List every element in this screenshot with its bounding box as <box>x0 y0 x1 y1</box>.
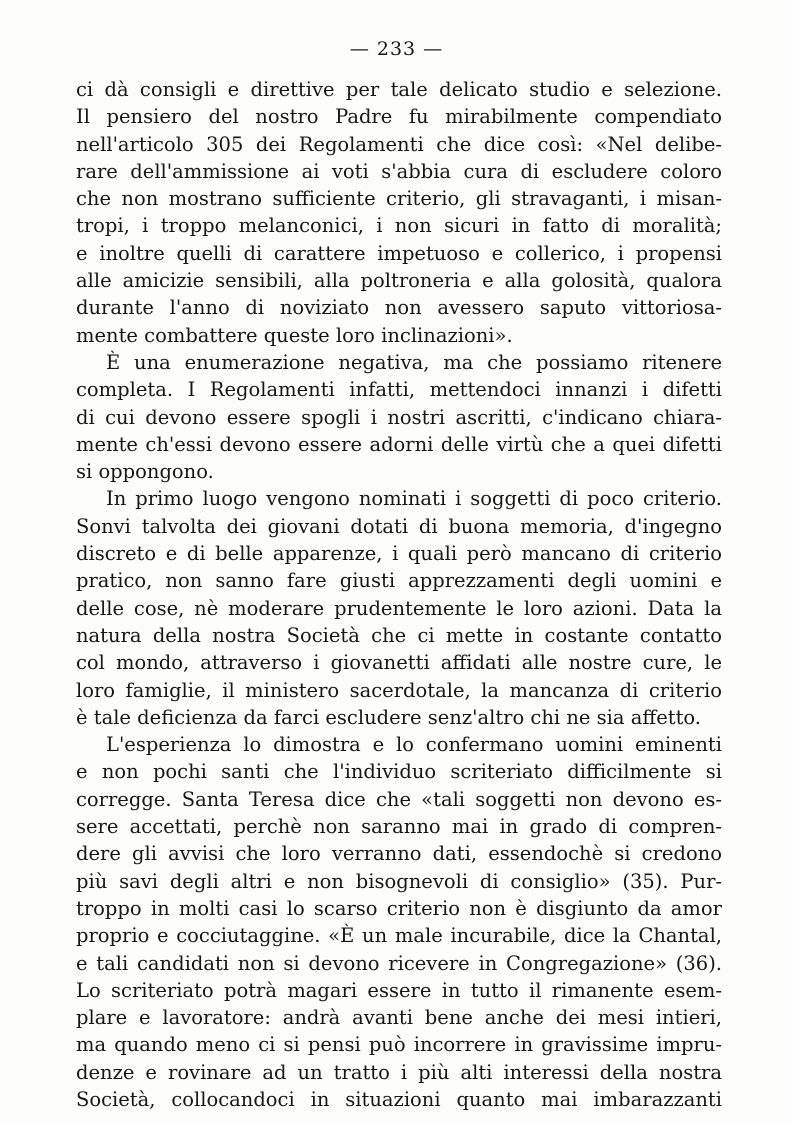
text-line: denze e rovinare ad un tratto i più alti interessi della nostra <box>76 1060 722 1084</box>
text-line: sere accettati, perchè non saranno mai in grado di compren- <box>76 815 722 839</box>
text-line: che non mostrano sufficiente criterio, gli stravaganti, i misan- <box>76 187 722 211</box>
page-number: — 233 — <box>349 38 444 60</box>
text-line: Lo scriteriato potrà magari essere in tutto il rimanente esem- <box>76 978 722 1002</box>
text-line: ma quando meno ci si pensi può incorrere in gravissime impru- <box>76 1033 722 1057</box>
text-line: più savi degli altri e non bisognevoli di consiglio» (35). Pur- <box>76 869 722 893</box>
text-line: durante l'anno di noviziato non avessero saputo vittoriosa- <box>76 296 722 320</box>
text-line: e tali candidati non si devono ricevere in Congregazione» (36). <box>76 951 722 975</box>
text-line: pratico, non sanno fare giusti apprezzamenti degli uomini e <box>76 569 722 593</box>
text-line: Il pensiero del nostro Padre fu mirabilmente compendiato <box>76 105 722 129</box>
text-line: completa. I Regolamenti infatti, mettendoci innanzi i difetti <box>76 378 722 402</box>
text-line: tropi, i troppo melanconici, i non sicuri in fatto di moralità; <box>76 214 722 238</box>
paragraph-first-line: In primo luogo vengono nominati i soggetti di poco criterio. <box>106 487 722 511</box>
text-line: si oppongono. <box>76 460 214 484</box>
text-line: col mondo, attraverso i giovanetti affidati alle nostre cure, le <box>76 651 722 675</box>
text-line: delle cose, nè moderare prudentemente le loro azioni. Data la <box>76 596 722 620</box>
text-line: ci dà consigli e direttive per tale delicato studio e selezione. <box>76 78 722 101</box>
text-line: loro famiglie, il ministero sacerdotale, la mancanza di criterio <box>76 678 722 702</box>
paragraph-first-line: L'esperienza lo dimostra e lo confermano uomini eminenti <box>106 733 722 757</box>
text-line: alle amicizie sensibili, alla poltroneria e alla golosità, qualora <box>76 269 722 293</box>
text-line: è tale deficienza da farci escludere senz'altro chi ne sia affetto. <box>76 705 701 729</box>
text-line: proprio e cocciutaggine. «È un male incurabile, dice la Chantal, <box>76 924 722 948</box>
text-line: Società, collocandoci in situazioni quanto mai imbarazzanti <box>76 1087 722 1111</box>
text-line: nell'articolo 305 dei Regolamenti che dice così: «Nel delibe- <box>76 132 722 156</box>
paragraph-first-line: È una enumerazione negativa, ma che possiamo ritenere <box>106 350 722 374</box>
text-line: e non pochi santi che l'individuo scriteriato difficilmente si <box>76 760 722 784</box>
text-line: corregge. Santa Teresa dice che «tali soggetti non devono es- <box>76 787 722 811</box>
body-text <box>76 76 722 1113</box>
text-line: natura della nostra Società che ci mette in costante contatto <box>76 623 722 647</box>
text-line: Sonvi talvolta dei giovani dotati di buona memoria, d'ingegno <box>76 514 722 538</box>
text-line: mente ch'essi devono essere adorni delle virtù che a quei difetti <box>76 432 722 456</box>
text-line: discreto e di belle apparenze, i quali però mancano di criterio <box>76 542 722 566</box>
text-line: dere gli avvisi che loro verranno dati, essendochè si credono <box>76 842 722 866</box>
text-line: plare e lavoratore: andrà avanti bene anche dei mesi intieri, <box>76 1006 722 1030</box>
text-line: troppo in molti casi lo scarso criterio non è disgiunto da amor <box>76 896 722 920</box>
text-line: mente combattere queste loro inclinazioni». <box>76 323 513 347</box>
text-line: rare dell'ammissione ai voti s'abbia cura di escludere coloro <box>76 159 722 183</box>
text-line: e inoltre quelli di carattere impetuoso e collerico, i propensi <box>76 241 722 265</box>
text-line: di cui devono essere spogli i nostri ascritti, c'indicano chiara- <box>76 405 722 429</box>
